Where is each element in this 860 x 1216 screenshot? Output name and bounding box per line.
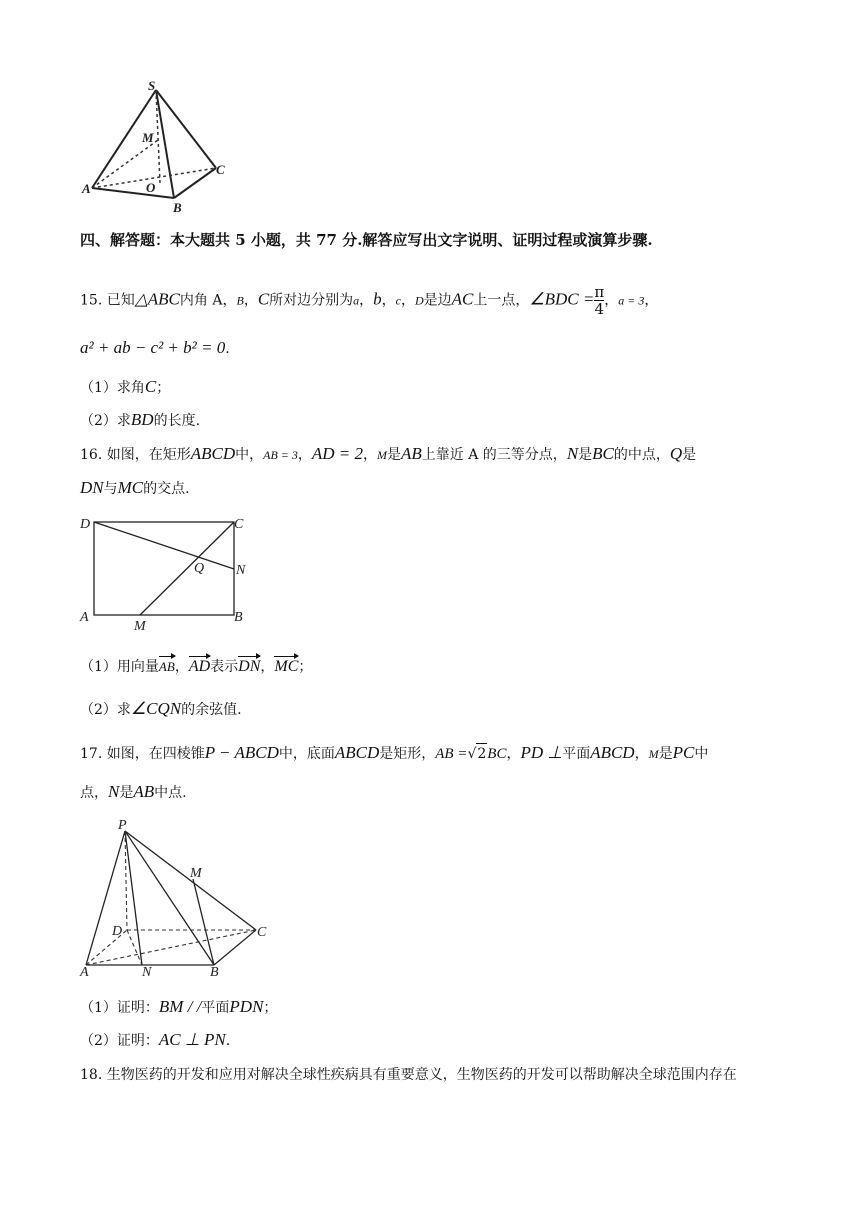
q16-part2 xyxy=(80,699,242,720)
text: （2）求 xyxy=(80,702,131,718)
sqrt-2: √2 xyxy=(467,746,487,762)
rectangle-figure xyxy=(76,510,266,634)
math: ABCD xyxy=(190,444,236,463)
math: AD = 2 xyxy=(311,444,364,463)
text: ， xyxy=(644,292,659,309)
pyramid-figure xyxy=(78,80,238,215)
text: ， xyxy=(604,292,619,309)
label-D: D xyxy=(80,517,91,532)
math: Q xyxy=(669,444,683,463)
label-B: B xyxy=(234,610,243,625)
math: B xyxy=(236,293,244,308)
math: c xyxy=(395,293,401,308)
text: ， xyxy=(243,292,258,309)
q16-part1 xyxy=(80,653,312,677)
label-B: B xyxy=(173,200,182,215)
label-S: S xyxy=(148,80,156,93)
math: N xyxy=(108,782,120,801)
math: N xyxy=(566,444,579,463)
q18-line1 xyxy=(80,1065,737,1085)
math: ∠CQN xyxy=(130,699,182,718)
text: （1）证明： xyxy=(80,1000,159,1016)
vector: DN xyxy=(238,653,260,677)
text: 如图，在矩形 xyxy=(106,447,191,463)
text: 所对边分别为 xyxy=(269,292,354,309)
math: C xyxy=(257,289,270,309)
math: PD ⊥ xyxy=(520,743,563,762)
text: （1）用向量 xyxy=(80,659,159,675)
label-M: M xyxy=(190,866,202,881)
text: . xyxy=(225,1033,231,1049)
q18-number: 18. xyxy=(80,1067,103,1083)
q17-line2 xyxy=(80,782,187,803)
math: △ABC xyxy=(134,289,180,309)
quad-pyramid-figure xyxy=(76,815,286,985)
text: （2）求 xyxy=(80,413,131,429)
q15-part2 xyxy=(80,410,200,431)
text: 中，底面 xyxy=(278,746,335,762)
text: 中， xyxy=(235,447,264,463)
text: ， xyxy=(400,292,415,309)
numerator: π xyxy=(594,283,605,301)
text: ， xyxy=(363,447,378,463)
label-C: C xyxy=(257,925,267,940)
math: AB xyxy=(401,444,422,463)
label-N: N xyxy=(142,965,152,980)
q17-number: 17. xyxy=(80,746,103,762)
math: AC ⊥ PN xyxy=(158,1030,226,1049)
label-Q: Q xyxy=(194,561,205,576)
q16-number: 16. xyxy=(80,447,103,463)
math: AB = xyxy=(435,746,468,762)
text: ， xyxy=(359,292,374,309)
label-M: M xyxy=(142,130,154,145)
vector: AD xyxy=(189,653,210,677)
text: . xyxy=(225,341,230,357)
vector: AB xyxy=(159,653,175,677)
math: C xyxy=(144,377,157,396)
math: BD xyxy=(130,410,154,429)
math: ∠BDC = xyxy=(529,289,595,309)
label-O: O xyxy=(146,180,156,195)
text: ， xyxy=(260,659,275,675)
vector: MC xyxy=(274,653,298,677)
math: b xyxy=(373,289,382,309)
q17-line1 xyxy=(80,743,708,764)
text: ； xyxy=(263,1000,278,1016)
q15-equation xyxy=(80,338,230,359)
math: M xyxy=(377,448,388,462)
math: BC xyxy=(487,746,507,762)
math: a² + ab − c² + b² = 0 xyxy=(80,338,226,357)
text: 表示 xyxy=(210,659,239,675)
math: AB xyxy=(133,782,155,801)
q16-line1 xyxy=(80,444,696,465)
q15-part1 xyxy=(80,377,170,398)
math: a xyxy=(353,293,360,308)
text: 平面 xyxy=(201,1000,230,1016)
text: （1）求角 xyxy=(80,380,145,396)
q17-part1 xyxy=(80,997,277,1018)
text: 与 xyxy=(103,481,118,497)
label-A: A xyxy=(80,965,89,980)
math: D xyxy=(414,293,424,308)
q15-line1 xyxy=(80,284,658,317)
math: M xyxy=(648,747,659,761)
math: MC xyxy=(117,478,144,497)
label-B: B xyxy=(210,965,219,980)
math: P − ABCD xyxy=(204,743,279,762)
label-C: C xyxy=(216,162,225,177)
text: 点， xyxy=(80,785,108,801)
q15-number: 15. xyxy=(80,292,103,309)
text: 是 xyxy=(578,447,593,463)
text: ， xyxy=(634,746,649,762)
text: 平面 xyxy=(562,746,591,762)
text: 的长度. xyxy=(153,413,201,429)
math: PC xyxy=(672,743,695,762)
label-A: A xyxy=(82,181,91,196)
pi-over-4 xyxy=(594,284,604,317)
text: 已知 xyxy=(106,292,135,309)
label-P: P xyxy=(118,818,127,833)
section-heading: 四、解答题：本大题共 5 小题，共 77 分.解答应写出文字说明、证明过程或演算步骤. xyxy=(80,231,653,249)
math: BC xyxy=(592,444,614,463)
text: ， xyxy=(506,746,521,762)
math: PDN xyxy=(229,997,264,1016)
text: 中 xyxy=(694,746,709,762)
label-C: C xyxy=(234,517,244,532)
text: 中点. xyxy=(154,785,187,801)
text: 生物医药的开发和应用对解决全球性疾病具有重要意义，生物医药的开发可以帮助解决全球范围内存在 xyxy=(106,1067,737,1083)
math: ABCD xyxy=(334,743,380,762)
radicand: 2 xyxy=(476,743,487,764)
label-N: N xyxy=(236,563,246,578)
text: ， xyxy=(381,292,396,309)
text: 如图，在四棱锥 xyxy=(106,746,205,762)
text: 上一点， xyxy=(473,292,530,309)
text: 的交点. xyxy=(143,481,190,497)
text: ， xyxy=(174,659,189,675)
text: 是边 xyxy=(423,292,452,309)
denominator: 4 xyxy=(594,300,605,318)
text: ， xyxy=(297,447,312,463)
math: BM / / xyxy=(158,997,202,1016)
text: 是 xyxy=(387,447,402,463)
math: AC xyxy=(451,289,474,309)
text: 内角 A， xyxy=(179,292,237,309)
text: 的余弦值. xyxy=(181,702,242,718)
q17-part2 xyxy=(80,1030,230,1051)
label-M: M xyxy=(134,619,146,634)
text: 的中点， xyxy=(613,447,670,463)
text: （2）证明： xyxy=(80,1033,159,1049)
text: ； xyxy=(156,380,171,396)
label-A: A xyxy=(80,610,89,625)
text: 上靠近 A 的三等分点， xyxy=(421,447,567,463)
text: 是 xyxy=(658,746,673,762)
q16-line2 xyxy=(80,478,190,499)
text: 是 xyxy=(682,447,697,463)
text: 是 xyxy=(119,785,134,801)
text: 是矩形， xyxy=(379,746,436,762)
math: AB = 3 xyxy=(263,448,298,462)
math: DN xyxy=(80,478,104,497)
text: ； xyxy=(298,659,313,675)
label-D: D xyxy=(112,924,123,939)
math: ABCD xyxy=(590,743,635,762)
math: a = 3 xyxy=(618,293,645,308)
